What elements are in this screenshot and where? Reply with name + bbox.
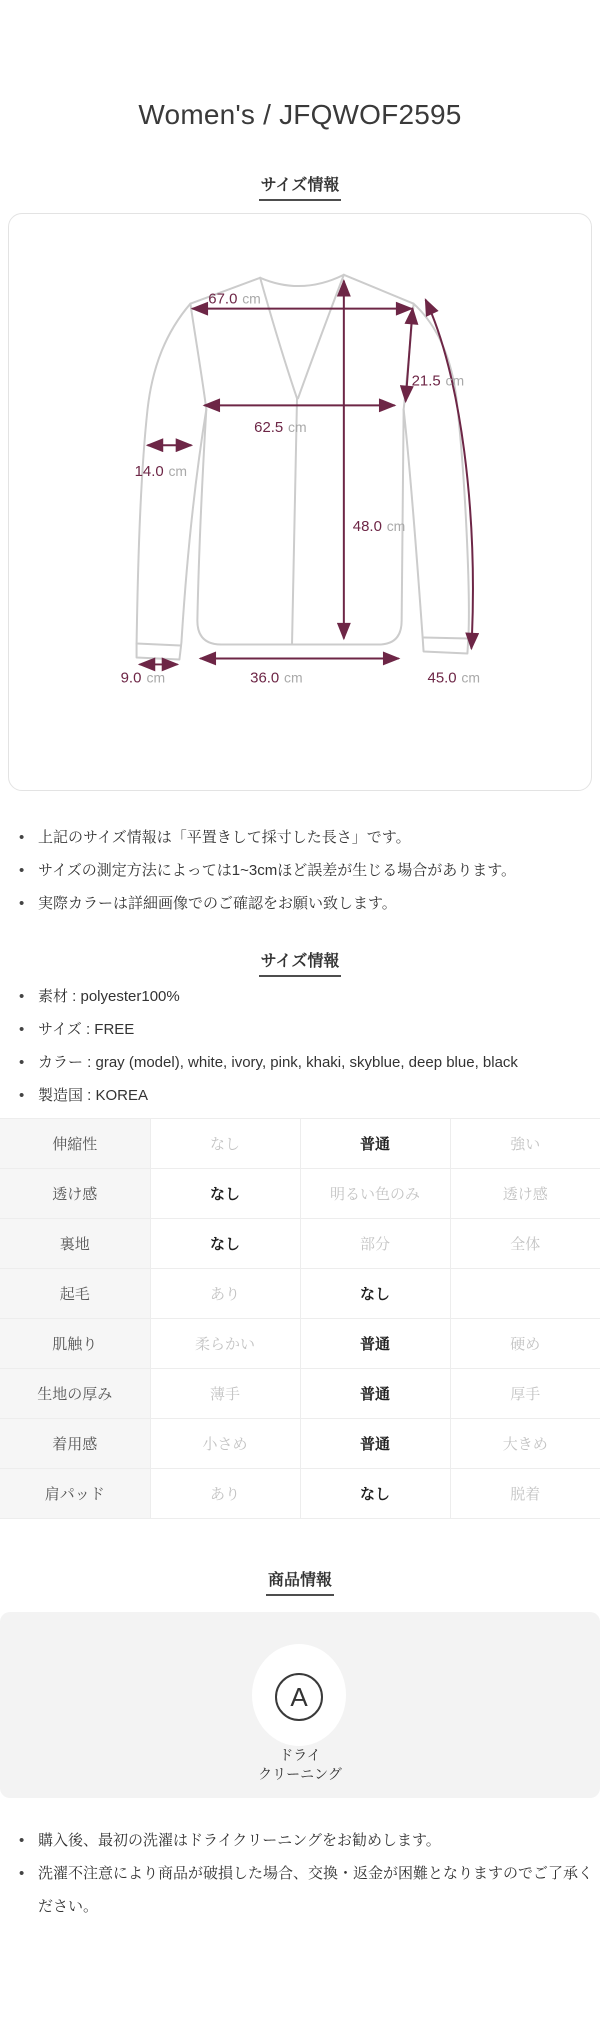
attr-option-selected: なし — [150, 1219, 300, 1269]
shoulder-width-unit: cm — [242, 290, 261, 307]
table-row — [0, 1319, 600, 1369]
attr-label: 起毛 — [0, 1269, 150, 1319]
section-heading-text: 商品情報 — [266, 1571, 334, 1596]
spec-country: • 製造国 : KOREA — [0, 1079, 600, 1112]
attributes-table — [0, 1118, 600, 1519]
attr-option — [450, 1269, 600, 1319]
attr-option: あり — [150, 1469, 300, 1519]
garment-measurement-diagram — [9, 214, 591, 790]
armhole-unit: cm — [445, 372, 465, 389]
section-heading-text: サイズ情報 — [259, 176, 342, 201]
attr-option: 大きめ — [450, 1419, 600, 1469]
body-length-value: 48.0 — [352, 517, 382, 535]
attr-option: 薄手 — [150, 1369, 300, 1419]
sleeve-width-value: 14.0 — [134, 463, 164, 481]
attr-label: 肌触り — [0, 1319, 150, 1369]
attr-label: 肩パッド — [0, 1469, 150, 1519]
attr-option: 柔らかい — [150, 1319, 300, 1369]
product-info-section-heading — [0, 1571, 600, 1596]
section-heading-text: サイズ情報 — [259, 952, 342, 977]
hem-width-value: 36.0 — [250, 669, 280, 687]
table-row — [0, 1269, 600, 1319]
sleeve-length-line — [426, 300, 473, 649]
spec-color: • カラー : gray (model), white, ivory, pink, khaki, skyblue, deep blue, black — [0, 1046, 600, 1079]
attr-option: 部分 — [300, 1219, 450, 1269]
care-label — [0, 1746, 600, 1784]
attr-option-selected: なし — [150, 1169, 300, 1219]
sleeve-length-unit: cm — [461, 669, 481, 686]
sleeve-width-unit: cm — [168, 463, 188, 480]
size-note: • サイズの測定方法によっては1~3cmほど誤差が生じる場合があります。 — [0, 854, 600, 887]
attr-option-selected: 普通 — [300, 1369, 450, 1419]
table-row — [0, 1119, 600, 1169]
hem-width-unit: cm — [284, 669, 303, 686]
cuff-width-unit: cm — [146, 669, 166, 686]
attr-label: 生地の厚み — [0, 1369, 150, 1419]
spec-material: • 素材 : polyester100% — [0, 980, 600, 1013]
table-row — [0, 1169, 600, 1219]
chest-width-value: 62.5 — [254, 419, 284, 437]
product-note: • 洗濯不注意により商品が破損した場合、交換・返金が困難となりますのでご了承ください。 — [0, 1857, 600, 1923]
spec-list — [0, 980, 600, 1112]
product-notes-list — [0, 1824, 600, 1923]
attr-option-selected: 普通 — [300, 1119, 450, 1169]
attr-label: 裏地 — [0, 1219, 150, 1269]
attr-option: 小さめ — [150, 1419, 300, 1469]
attr-option: 脱着 — [450, 1469, 600, 1519]
size-diagram-panel — [8, 213, 592, 791]
attr-option: 硬め — [450, 1319, 600, 1369]
body-length-unit: cm — [386, 517, 406, 534]
attr-option: 全体 — [450, 1219, 600, 1269]
product-note: • 購入後、最初の洗濯はドライクリーニングをお勧めします。 — [0, 1824, 600, 1857]
armhole-value: 21.5 — [411, 372, 441, 390]
table-row — [0, 1419, 600, 1469]
care-label-line1: ドライ — [279, 1747, 321, 1763]
size-note: • 実際カラーは詳細画像でのご確認をお願い致します。 — [0, 887, 600, 920]
care-label-line2: クリーニング — [258, 1766, 342, 1782]
measurement-labels — [121, 291, 480, 687]
care-instruction-panel — [0, 1612, 600, 1798]
attr-label: 透け感 — [0, 1169, 150, 1219]
attr-option-selected: 普通 — [300, 1319, 450, 1369]
cuff-width-value: 9.0 — [120, 669, 142, 687]
size-notes-list — [0, 821, 600, 920]
attr-option: 透け感 — [450, 1169, 600, 1219]
page-title: Women's / JFQWOF2595 — [138, 99, 462, 130]
attr-option-selected: 普通 — [300, 1419, 450, 1469]
care-symbol-background — [252, 1644, 346, 1746]
attr-option: 厚手 — [450, 1369, 600, 1419]
size-diagram-section-heading — [0, 176, 600, 201]
attr-option-selected: なし — [300, 1269, 450, 1319]
sleeve-length-value: 45.0 — [427, 669, 457, 687]
spec-size: • サイズ : FREE — [0, 1013, 600, 1046]
attr-option-selected: なし — [300, 1469, 450, 1519]
chest-width-unit: cm — [288, 419, 307, 436]
table-row — [0, 1369, 600, 1419]
attr-option: 強い — [450, 1119, 600, 1169]
dry-cleaning-icon: A — [275, 1673, 323, 1721]
size-note: • 上記のサイズ情報は「平置きして採寸した長さ」です。 — [0, 821, 600, 854]
table-row — [0, 1469, 600, 1519]
attr-option: 明るい色のみ — [300, 1169, 450, 1219]
measurement-lines — [140, 281, 473, 665]
attr-option: なし — [150, 1119, 300, 1169]
spec-section-heading — [0, 952, 600, 977]
table-row — [0, 1219, 600, 1269]
attr-label: 着用感 — [0, 1419, 150, 1469]
shoulder-width-value: 67.0 — [208, 290, 238, 308]
attr-label: 伸縮性 — [0, 1119, 150, 1169]
attr-option: あり — [150, 1269, 300, 1319]
